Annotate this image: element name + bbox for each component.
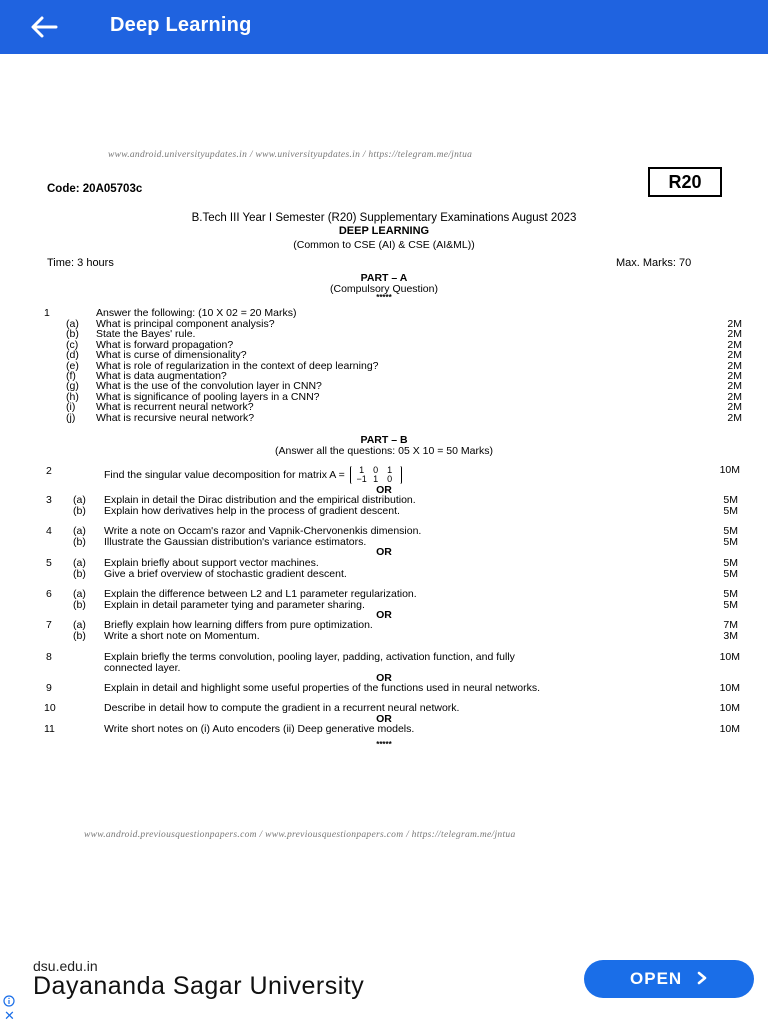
info-icon[interactable] — [3, 995, 15, 1007]
q1-item-marks: 2M — [727, 328, 742, 341]
q1-item-text: What is significance of pooling layers in a CNN? — [96, 390, 320, 403]
q1-item-marks: 2M — [727, 380, 742, 393]
q5-b-text: Give a brief overview of stochastic gradient descent. — [104, 568, 347, 580]
ad-title[interactable]: Dayananda Sagar University — [33, 972, 365, 1000]
q1-item-text: What is the use of the convolution layer in CNN? — [96, 380, 322, 393]
q1-item-label: (i) — [66, 401, 76, 414]
q6-b-text: Explain in detail parameter tying and parameter sharing. — [104, 599, 365, 611]
q6-a-label: (a) — [73, 588, 86, 600]
q1-item-label: (f) — [66, 370, 76, 382]
q1-item-text: What is recurrent neural network? — [96, 401, 254, 414]
matrix-cell: 1 — [373, 474, 379, 485]
watermark-bottom: www.android.previousquestionpapers.com / www.previousquestionpapers.com / https://telegram.me/jntua — [84, 830, 516, 840]
q10-text: Describe in detail how to compute the gradient in a recurrent neural network. — [104, 702, 460, 714]
q5-number: 5 — [46, 557, 52, 569]
or-label: OR — [376, 672, 392, 684]
ad-banner[interactable] — [0, 954, 768, 1024]
q5-a-label: (a) — [73, 557, 86, 569]
q4-a-text: Write a note on Occam's razor and Vapnik-Chervonenkis dimension. — [104, 525, 422, 537]
or-label: OR — [376, 546, 392, 558]
q4-a-marks: 5M — [723, 525, 738, 537]
q2-number: 2 — [46, 465, 52, 477]
q8-text-line1: Explain briefly the terms convolution, pooling layer, padding, activation function, and fully — [104, 651, 515, 663]
or-label: OR — [376, 713, 392, 725]
q1-item-text: State the Bayes' rule. — [96, 328, 196, 341]
q1-item-text: What is curse of dimensionality? — [96, 349, 247, 362]
q4-b-text: Illustrate the Gaussian distribution's variance estimators. — [104, 536, 367, 548]
q1-item-marks: 2M — [727, 370, 742, 382]
ad-domain[interactable]: dsu.edu.in — [33, 958, 98, 974]
or-label: OR — [376, 609, 392, 621]
or-label: OR — [376, 484, 392, 496]
q5-a-text: Explain briefly about support vector machines. — [104, 557, 319, 569]
q3-number: 3 — [46, 494, 52, 506]
q1-item-marks: 2M — [727, 318, 742, 330]
q4-b-marks: 5M — [723, 536, 738, 548]
ad-open-button[interactable] — [584, 960, 754, 998]
q10-marks: 10M — [719, 702, 740, 714]
app-bar — [0, 0, 768, 54]
q8-marks: 10M — [719, 651, 740, 663]
time-label: Time: 3 hours — [47, 257, 114, 269]
q1-item-label: (b) — [66, 328, 79, 341]
q11-number: 11 — [44, 723, 55, 735]
q3-b-text: Explain how derivatives help in the process of gradient descent. — [104, 505, 400, 517]
q1-item-text: What is forward propagation? — [96, 338, 234, 351]
q1-item-text: What is recursive neural network? — [96, 411, 255, 424]
exam-title: B.Tech III Year I Semester (R20) Supplementary Examinations August 2023 — [191, 212, 577, 224]
q1-item-marks: 2M — [727, 338, 742, 351]
q7-b-text: Write a short note on Momentum. — [104, 630, 260, 642]
q1-item-label: (d) — [66, 349, 79, 362]
q2-marks: 10M — [719, 464, 740, 476]
q1-item-text: What is data augmentation? — [96, 370, 227, 382]
q10-number: 10 — [44, 702, 56, 714]
q4-b-label: (b) — [73, 536, 86, 548]
q7-b-marks: 3M — [723, 630, 738, 642]
q1-item-label: (j) — [66, 411, 76, 424]
watermark-top: www.android.universityupdates.in / www.universityupdates.in / https://telegram.me/jntua — [108, 150, 473, 160]
common-note: (Common to CSE (AI) & CSE (AI&ML)) — [293, 239, 475, 251]
q3-a-marks: 5M — [723, 494, 738, 506]
subject-title: DEEP LEARNING — [338, 225, 430, 237]
q11-text: Write short notes on (i) Auto encoders (ii) Deep generative models. — [104, 723, 415, 735]
q1-item-marks: 2M — [727, 401, 742, 414]
q2-text: Find the singular value decomposition for matrix A = — [104, 469, 345, 481]
q6-a-text: Explain the difference between L2 and L1 parameter regularization. — [104, 588, 417, 600]
q1-item-label: (a) — [66, 318, 79, 330]
q4-number: 4 — [46, 525, 52, 537]
matrix-cell: 0 — [387, 474, 393, 485]
q3-a-label: (a) — [73, 494, 86, 506]
matrix-cell: 1 — [359, 465, 365, 476]
q1-item-marks: 2M — [727, 359, 742, 372]
q1-item-label: (g) — [66, 380, 79, 393]
q1-number: 1 — [44, 307, 50, 319]
matrix-cell: 0 — [373, 465, 379, 476]
q1-item-marks: 2M — [727, 411, 742, 424]
q6-a-marks: 5M — [723, 588, 738, 600]
q1-item-label: (e) — [66, 359, 79, 372]
q9-text: Explain in detail and highlight some useful properties of the functions used in neural networks. — [104, 682, 541, 694]
q1-item-text: What is role of regularization in the context of deep learning? — [96, 359, 379, 372]
q9-marks: 10M — [719, 682, 740, 694]
q4-a-label: (a) — [73, 525, 86, 537]
q9-number: 9 — [46, 682, 52, 694]
q8-number: 8 — [46, 651, 52, 663]
q5-b-marks: 5M — [723, 568, 738, 580]
q3-b-marks: 5M — [723, 505, 738, 517]
part-b-title: PART – B — [360, 434, 408, 446]
q3-b-label: (b) — [73, 505, 86, 517]
part-b-subtitle: (Answer all the questions: 05 X 10 = 50 Marks) — [275, 445, 493, 457]
q1-item-label: (h) — [66, 390, 79, 403]
q7-a-marks: 7M — [723, 619, 738, 631]
part-a-divider: ***** — [376, 293, 392, 302]
arrow-left-icon[interactable] — [28, 12, 60, 42]
matrix-cell: −1 — [356, 474, 367, 485]
part-a-title: PART – A — [360, 272, 408, 284]
q8-text-line2: connected layer. — [104, 662, 181, 674]
paper-code: Code: 20A05703c — [47, 183, 143, 195]
max-marks-label: Max. Marks: 70 — [616, 257, 692, 269]
q2-question — [104, 464, 402, 486]
app-title: Deep Learning — [110, 14, 252, 36]
q1-item-label: (c) — [66, 338, 79, 351]
q11-marks: 10M — [719, 723, 740, 735]
ad-open-label: OPEN — [630, 969, 683, 988]
close-icon[interactable]: ✕ — [4, 1008, 15, 1023]
q7-b-label: (b) — [73, 630, 86, 642]
regulation-box: R20 — [648, 167, 722, 197]
q5-a-marks: 5M — [723, 557, 738, 569]
end-divider: ***** — [376, 740, 392, 749]
q5-b-label: (b) — [73, 568, 86, 580]
q1-item-text: What is principal component analysis? — [96, 318, 275, 330]
matrix-cell: 1 — [387, 465, 393, 476]
q6-b-marks: 5M — [723, 599, 738, 611]
q2-matrix — [350, 466, 402, 484]
chevron-right-icon — [696, 971, 708, 985]
q1-text: Answer the following: (10 X 02 = 20 Marks) — [96, 307, 297, 319]
q1-item-marks: 2M — [727, 390, 742, 403]
part-a-subtitle: (Compulsory Question) — [330, 283, 438, 295]
q3-a-text: Explain in detail the Dirac distribution and the empirical distribution. — [104, 494, 416, 506]
q7-a-text: Briefly explain how learning differs from pure optimization. — [104, 619, 373, 631]
q6-number: 6 — [46, 588, 52, 600]
q1-item-marks: 2M — [727, 349, 742, 362]
q6-b-label: (b) — [73, 599, 86, 611]
document-page — [0, 54, 768, 954]
q7-number: 7 — [46, 619, 52, 631]
q7-a-label: (a) — [73, 619, 86, 631]
